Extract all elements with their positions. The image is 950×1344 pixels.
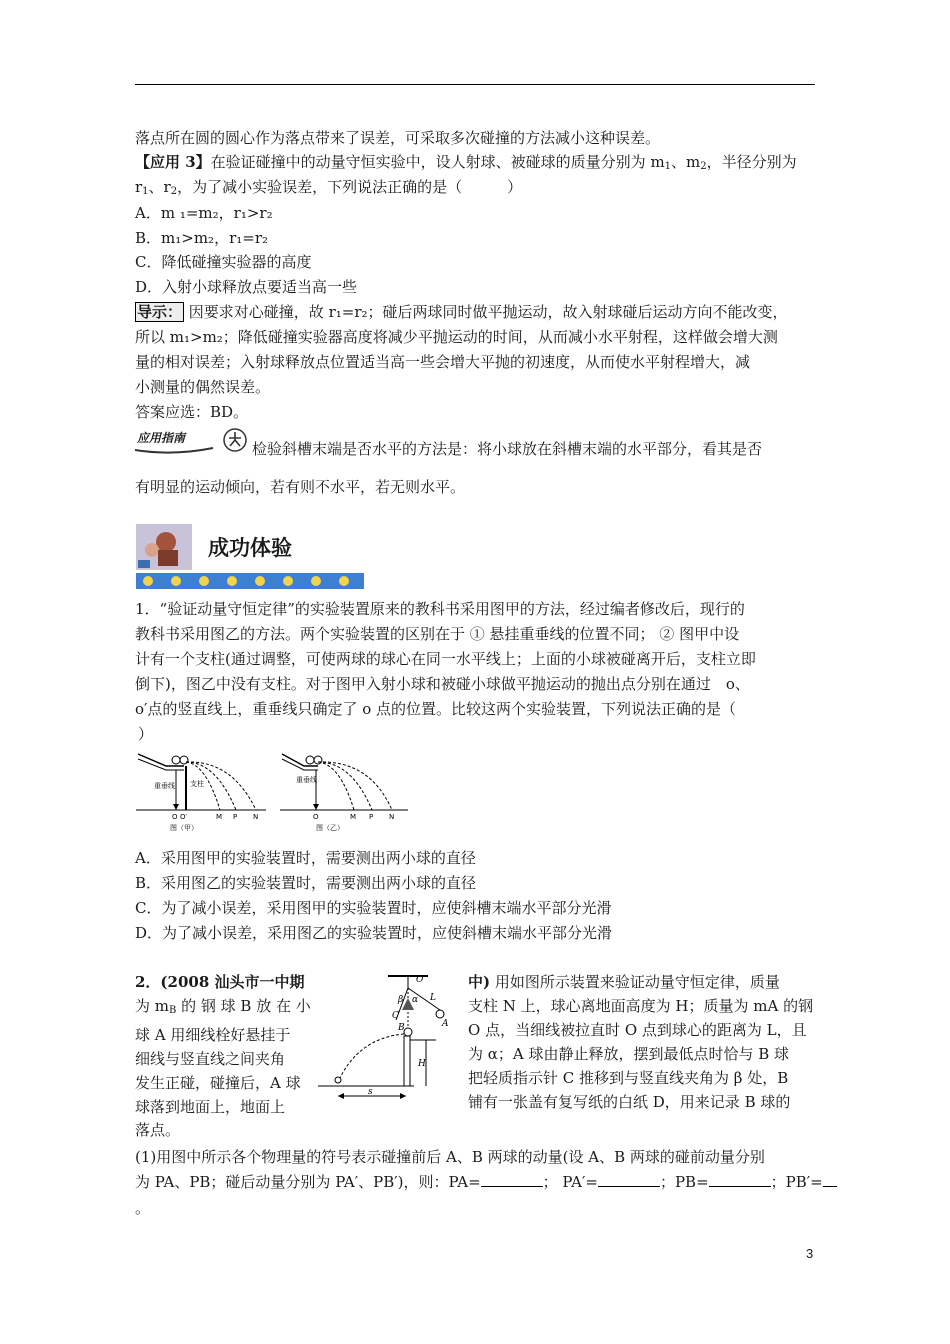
fig-b-caption: 图（乙）	[316, 824, 344, 832]
q2-left-6: 球落到地面上，地面上	[135, 1098, 286, 1116]
guide-line-3: 量的相对误差；入射球释放点位置适当高一些会增大平抛的初速度，从而使水平射程增大，减	[135, 353, 751, 371]
tip-line-1: 检验斜槽末端是否水平的方法是：将小球放在斜槽末端的水平部分，看其是否	[252, 440, 763, 458]
q2-figure	[318, 972, 458, 1104]
section-title: 成功体验	[208, 536, 292, 560]
page-number: 3	[806, 1246, 814, 1261]
blank-pa-prime[interactable]	[598, 1172, 660, 1187]
q2-fig-label-beta: β	[398, 995, 404, 1005]
fig-a-label-4: N	[253, 813, 259, 821]
q2-left-column	[135, 970, 311, 1119]
q2-left-2: 为 $m_B$ 的 钢 球 B 放 在 小	[135, 997, 311, 1016]
q2-left-1: 2．(2008 汕头市一中期	[135, 973, 305, 991]
section-photo-icon	[136, 524, 192, 570]
q2-right-2: 支柱 N 上，球心离地面高度为 H；质量为 mA 的钢	[468, 997, 814, 1015]
fig-a-caption: 图（甲）	[170, 824, 198, 832]
q1-option-d: D．为了减小误差，采用图乙的实验装置时，应使斜槽末端水平部分光滑	[135, 924, 613, 942]
q1-option-c: C．为了减小误差，采用图甲的实验装置时，应使斜槽末端水平部分光滑	[135, 899, 612, 917]
fig-a-chui-label: 重垂线	[154, 782, 175, 790]
fig-a-label-1: O′	[180, 813, 188, 821]
blank-pb-prime[interactable]	[823, 1172, 837, 1187]
app3-stem-line-2: $r_1$、$r_2$，为了减小实验误差，下列说法正确的是（ ）	[135, 178, 523, 197]
q1-figure-a	[136, 748, 266, 832]
fig-b-chui-label: 重垂线	[296, 776, 317, 784]
app3-option-b: B．m₁>m₂，r₁=r₂	[135, 229, 269, 247]
q2-fig-label-c: C	[392, 1011, 399, 1021]
fig-b-label-2: P	[369, 813, 374, 821]
q2-fig-label-b: B	[398, 1023, 405, 1033]
q2-left-3: 球 A 用细线栓好悬挂于	[135, 1026, 291, 1044]
q2-left-5: 发生正碰，碰撞后，A 球	[135, 1074, 301, 1092]
q2-left-4: 细线与竖直线之间夹角	[135, 1050, 286, 1068]
q1-figure-b	[280, 748, 408, 832]
q2-fig-label-l: L	[430, 993, 436, 1003]
q2-tail: 落点。	[135, 1121, 181, 1139]
tip-badge	[133, 426, 249, 456]
q1-option-b: B．采用图乙的实验装置时，需要测出两小球的直径	[135, 874, 477, 892]
q2-fig-label-h: H	[418, 1059, 426, 1069]
fig-a-label-3: P	[233, 813, 238, 821]
app3-option-a: A．m ₁=m₂，r₁>r₂	[135, 204, 273, 222]
fig-a-label-2: M	[216, 813, 223, 821]
app3-tag: 【应用 3】	[135, 153, 211, 171]
fig-b-label-3: N	[389, 813, 395, 821]
q1-line-6: ）	[138, 725, 154, 743]
intro-line: 落点所在圆的圆心作为落点带来了误差，可采取多次碰撞的方法减小这种误差。	[135, 129, 661, 147]
guide-line-2: 所以 m₁>m₂；降低碰撞实验器高度将减少平抛运动的时间，从而减小水平射程，这样做会增大测	[135, 328, 778, 346]
guide-line-1: 导示： 因要求对心碰撞，故 r₁=r₂；碰后两球同时做平抛运动，故入射球碰后运动方向不能改变，	[137, 303, 788, 321]
q1-line-2: 教科书采用图乙的方法。两个实验装置的区别在于 ① 悬挂重垂线的位置不同； ② 图甲中设	[135, 625, 740, 643]
answer-line: 答案应选：BD。	[135, 403, 249, 421]
tip-line-2: 有明显的运动倾向，若有则不水平，若无则水平。	[135, 478, 466, 496]
q2-right-5: 把轻质指示针 C 推移到与竖直线夹角为 β 处，B	[468, 1069, 789, 1087]
q2-fig-label-a: A	[442, 1019, 449, 1029]
q2-sub1-line-2: 为 PA、PB；碰后动量分别为 PA′、PB′)，则：PA= ； PA′= ；PB= ；PB′=	[135, 1170, 837, 1194]
header-rule	[135, 84, 815, 85]
q2-fig-label-o: O	[416, 975, 424, 985]
q1-line-4: 倒下)，图乙中没有支柱。对于图甲入射小球和被碰小球做平抛运动的抛出点分别在通过 o、	[135, 675, 750, 693]
fig-b-label-0: O	[313, 813, 319, 821]
guide-line-4: 小测量的偶然误差。	[135, 378, 271, 396]
q1-line-3: 计有一个支柱(通过调整，可使两球的球心在同一水平线上；上面的小球被碰离开后，支柱立即	[135, 650, 756, 668]
q2-right-1: 中) 用如图所示装置来验证动量守恒定律，质量	[468, 973, 780, 991]
fig-b-label-1: M	[350, 813, 357, 821]
q1-option-a: A．采用图甲的实验装置时，需要测出两小球的直径	[135, 849, 476, 867]
q2-right-3: O 点，当细线被拉直时 O 点到球心的距离为 L，且	[468, 1021, 807, 1039]
guide-label: 导示：	[137, 303, 183, 321]
q2-sub1-line-1: (1)用图中所示各个物理量的符号表示碰撞前后 A、B 两球的动量(设 A、B 两球的碰前动量分别	[135, 1148, 765, 1166]
blank-pb[interactable]	[709, 1172, 771, 1187]
fig-a-label-0: O	[172, 813, 178, 821]
q2-fig-label-alpha: α	[412, 995, 419, 1005]
section-decor-strip	[136, 573, 364, 589]
fig-a-zhu-label: 支柱	[190, 780, 204, 788]
q2-right-4: 为 α；A 球由静止释放，摆到最低点时恰与 B 球	[468, 1045, 790, 1063]
tip-badge-text: 应用指南	[137, 431, 186, 445]
q2-right-6: 铺有一张盖有复写纸的白纸 D，用来记录 B 球的	[468, 1093, 791, 1111]
q1-line-5: o′点的竖直线上，重垂线只确定了 o 点的位置。比较这两个实验装置，下列说法正确的是（	[135, 700, 737, 718]
app3-option-c: C．降低碰撞实验器的高度	[135, 253, 312, 271]
app3-option-d: D．入射小球释放点要适当高一些	[135, 278, 358, 296]
q2-fig-label-s: s	[368, 1087, 373, 1097]
blank-pa[interactable]	[481, 1172, 543, 1187]
q1-line-1: 1．“验证动量守恒定律”的实验装置原来的教科书采用图甲的方法，经过编者修改后，现行的	[135, 600, 745, 618]
q2-right-column	[468, 970, 813, 1114]
app3-stem-line-1: 【应用 3】在验证碰撞中的动量守恒实验中，设人射球、被碰球的质量分别为 $m_1$、$m_2$，半径分别为	[135, 153, 797, 172]
q2-sub1-line-3: 。	[135, 1199, 151, 1217]
